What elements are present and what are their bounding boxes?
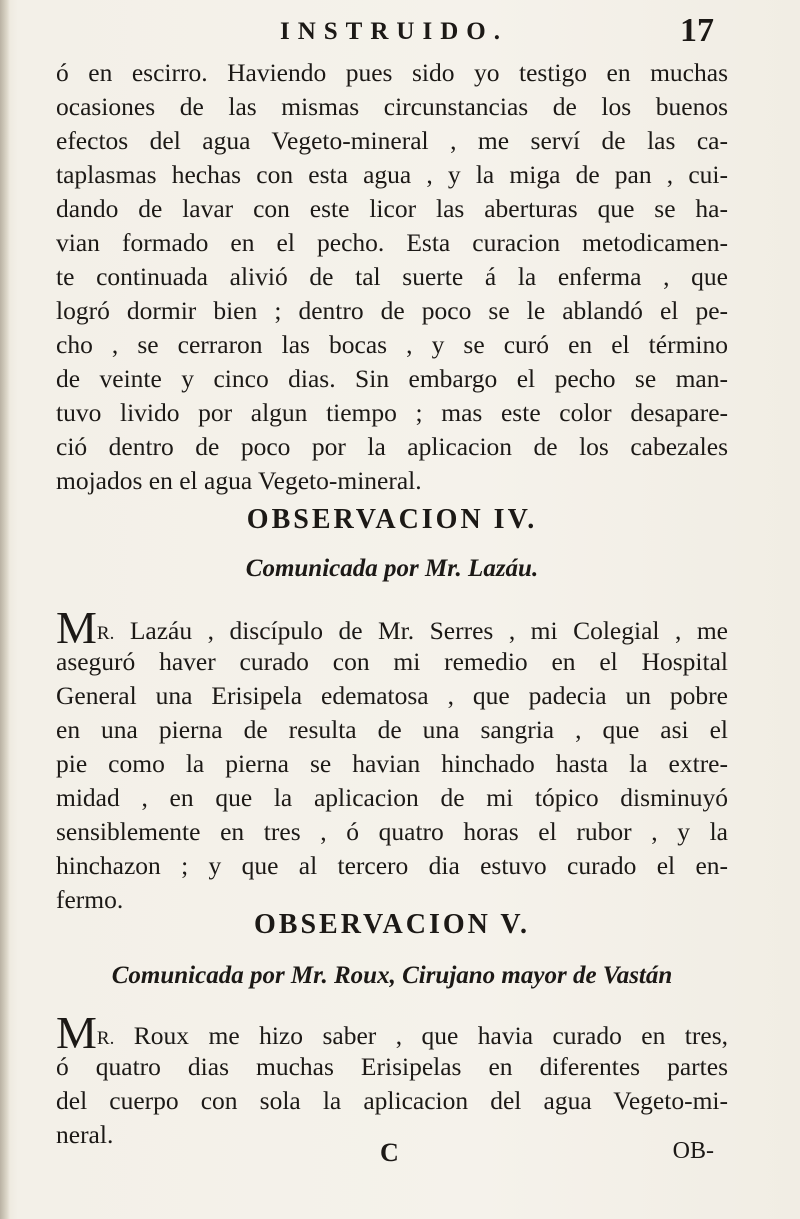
text-line-first	[56, 1007, 728, 1058]
observation-4-heading: OBSERVACION IV.	[246, 504, 538, 535]
text-line: fermo.	[56, 885, 124, 914]
text-line: ó en escirro. Haviendo pues sido yo testigo en muchas	[56, 58, 728, 87]
text-line: de veinte y cinco dias. Sin embargo el pecho se man-	[56, 364, 728, 393]
observation-5-body	[56, 1007, 728, 1152]
text-line: General una Erisipela edematosa , que padecia un pobre	[56, 681, 728, 710]
running-head: INSTRUIDO.	[280, 18, 508, 45]
page-number: 17	[680, 12, 714, 49]
text-line: ó quatro dias muchas Erisipelas en diferentes partes	[56, 1052, 728, 1081]
text-line: ció dentro de poco por la aplicacion de los cabezales	[56, 432, 728, 461]
first-line-text: Lazáu , discípulo de Mr. Serres , mi Colegial , me	[114, 616, 728, 645]
text-line: neral.	[56, 1120, 114, 1149]
page-binding-edge	[0, 0, 10, 1219]
text-line: midad , en que la aplicacion de mi tópico disminuyó	[56, 783, 728, 812]
text-line: sensiblemente en tres , ó quatro horas el rubor , y la	[56, 817, 728, 846]
signature-mark: C	[380, 1138, 399, 1167]
text-line: del cuerpo con sola la aplicacion del agua Vegeto-mi-	[56, 1086, 728, 1115]
page-footer	[56, 1138, 728, 1178]
first-line-text: Roux me hizo saber , que havia curado en tres,	[114, 1021, 728, 1050]
text-line: pie como la pierna se havian hinchado hasta la extre-	[56, 749, 728, 778]
small-cap: R.	[96, 1028, 115, 1049]
catchword: OB-	[672, 1138, 714, 1164]
text-line: te continuada alivió de tal suerte á la enferma , que	[56, 262, 728, 291]
text-line: hinchazon ; y que al tercero dia estuvo curado el en-	[56, 851, 728, 880]
text-line: en una pierna de resulta de una sangria , que asi el	[56, 715, 728, 744]
text-line: taplasmas hechas con esta agua , y la miga de pan , cui-	[56, 160, 728, 189]
text-line: aseguró haver curado con mi remedio en el Hospital	[56, 647, 728, 676]
text-line: tuvo livido por algun tiempo ; mas este color desapare-	[56, 398, 728, 427]
text-line: ocasiones de las mismas circunstancias de los buenos	[56, 92, 728, 121]
paragraph-continuation	[56, 56, 728, 498]
observation-5-heading: OBSERVACION V.	[254, 909, 530, 940]
page-header	[60, 12, 718, 52]
observation-4-body	[56, 602, 728, 917]
observation-5-subheading: Comunicada por Mr. Roux, Cirujano mayor de Vastán	[111, 962, 673, 989]
small-cap: R.	[96, 623, 115, 644]
text-line: vian formado en el pecho. Esta curacion metodicamen-	[56, 228, 728, 257]
text-line-first	[56, 602, 728, 653]
text-line: mojados en el agua Vegeto-mineral.	[56, 466, 422, 495]
text-line: cho , se cerraron las bocas , y se curó en el término	[56, 330, 728, 359]
text-line: dando de lavar con este licor las aberturas que se ha-	[56, 194, 728, 223]
drop-cap: M	[56, 602, 97, 653]
observation-4-subheading: Comunicada por Mr. Lazáu.	[245, 555, 539, 582]
drop-cap: M	[56, 1007, 97, 1058]
text-line: efectos del agua Vegeto-mineral , me serví de las ca-	[56, 126, 728, 155]
text-line: logró dormir bien ; dentro de poco se le ablandó el pe-	[56, 296, 728, 325]
